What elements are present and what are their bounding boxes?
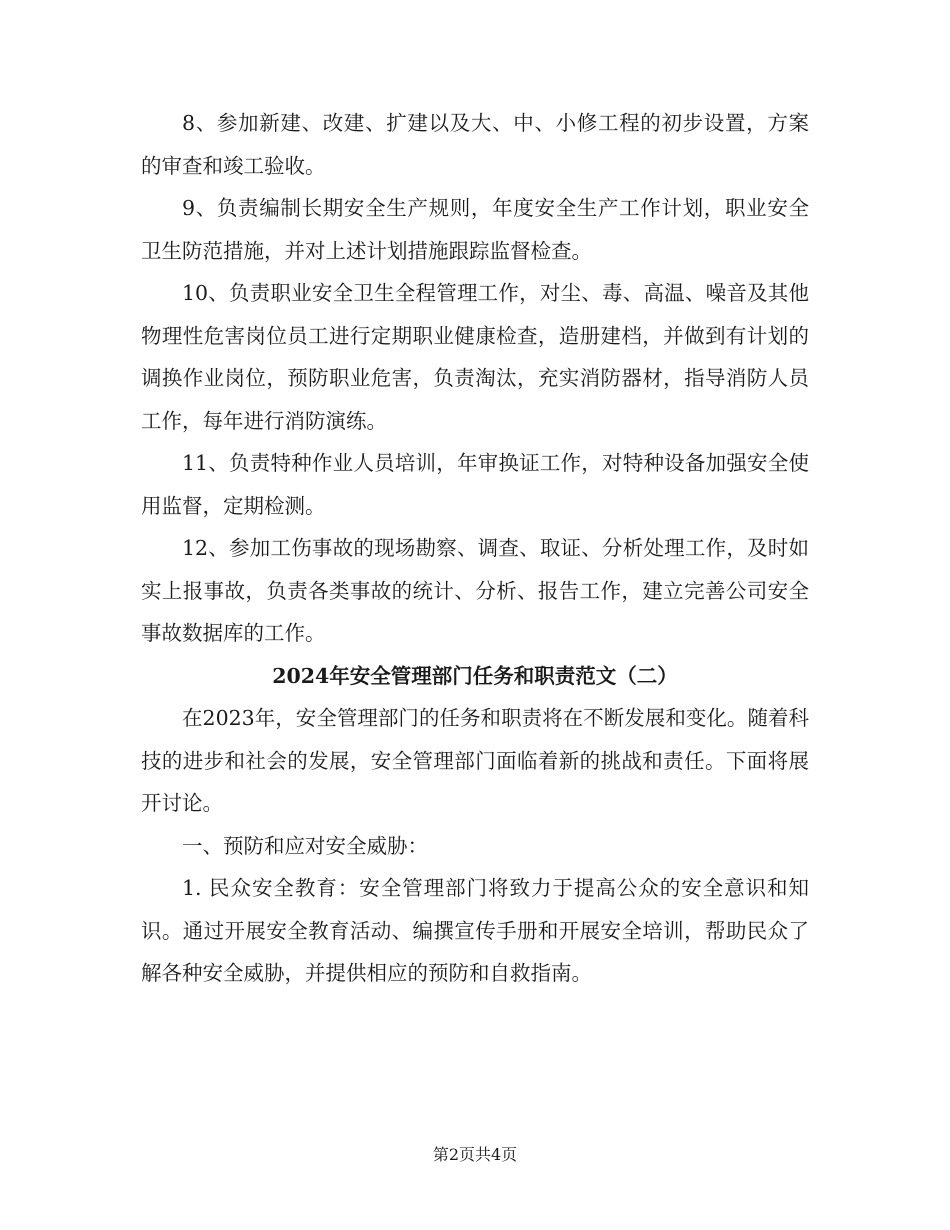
document-body [141, 102, 809, 995]
paragraph-item-8: 8、参加新建、改建、扩建以及大、中、小修工程的初步设置，方案的审查和竣工验收。 [141, 111, 809, 178]
page-number: 第2页共4页 [432, 1145, 518, 1164]
paragraph-item-10: 10、负责职业安全卫生全程管理工作，对尘、毒、高温、噪音及其他物理性危害岗位员工进行定期职业健康检查，造册建档，并做到有计划的调换作业岗位，预防职业危害，负责淘汰，充实消防器材，指导消防人员工作，每年进行消防演练。 [141, 281, 809, 433]
paragraph-public-education: 1. 民众安全教育：安全管理部门将致力于提高公众的安全意识和知识。通过开展安全教育活动、编撰宣传手册和开展安全培训，帮助民众了解各种安全威胁，并提供相应的预防和自救指南。 [141, 876, 809, 985]
paragraph-item-12: 12、参加工伤事故的现场勘察、调查、取证、分析处理工作，及时如实上报事故，负责各类事故的统计、分析、报告工作，建立完善公司安全事故数据库的工作。 [141, 536, 809, 645]
paragraph-item-11: 11、负责特种作业人员培训，年审换证工作，对特种设备加强安全使用监督，定期检测。 [141, 451, 809, 518]
section-title: 2024年安全管理部门任务和职责范文（二） [272, 663, 678, 688]
subsection-heading: 一、预防和应对安全威胁： [182, 833, 428, 858]
intro-paragraph: 在2023年，安全管理部门的任务和职责将在不断发展和变化。随着科技的进步和社会的发展，安全管理部门面临着新的挑战和责任。下面将展开讨论。 [141, 706, 809, 815]
paragraph-item-9: 9、负责编制长期安全生产规则，年度安全生产工作计划，职业安全卫生防范措施，并对上述计划措施跟踪监督检查。 [141, 196, 809, 263]
